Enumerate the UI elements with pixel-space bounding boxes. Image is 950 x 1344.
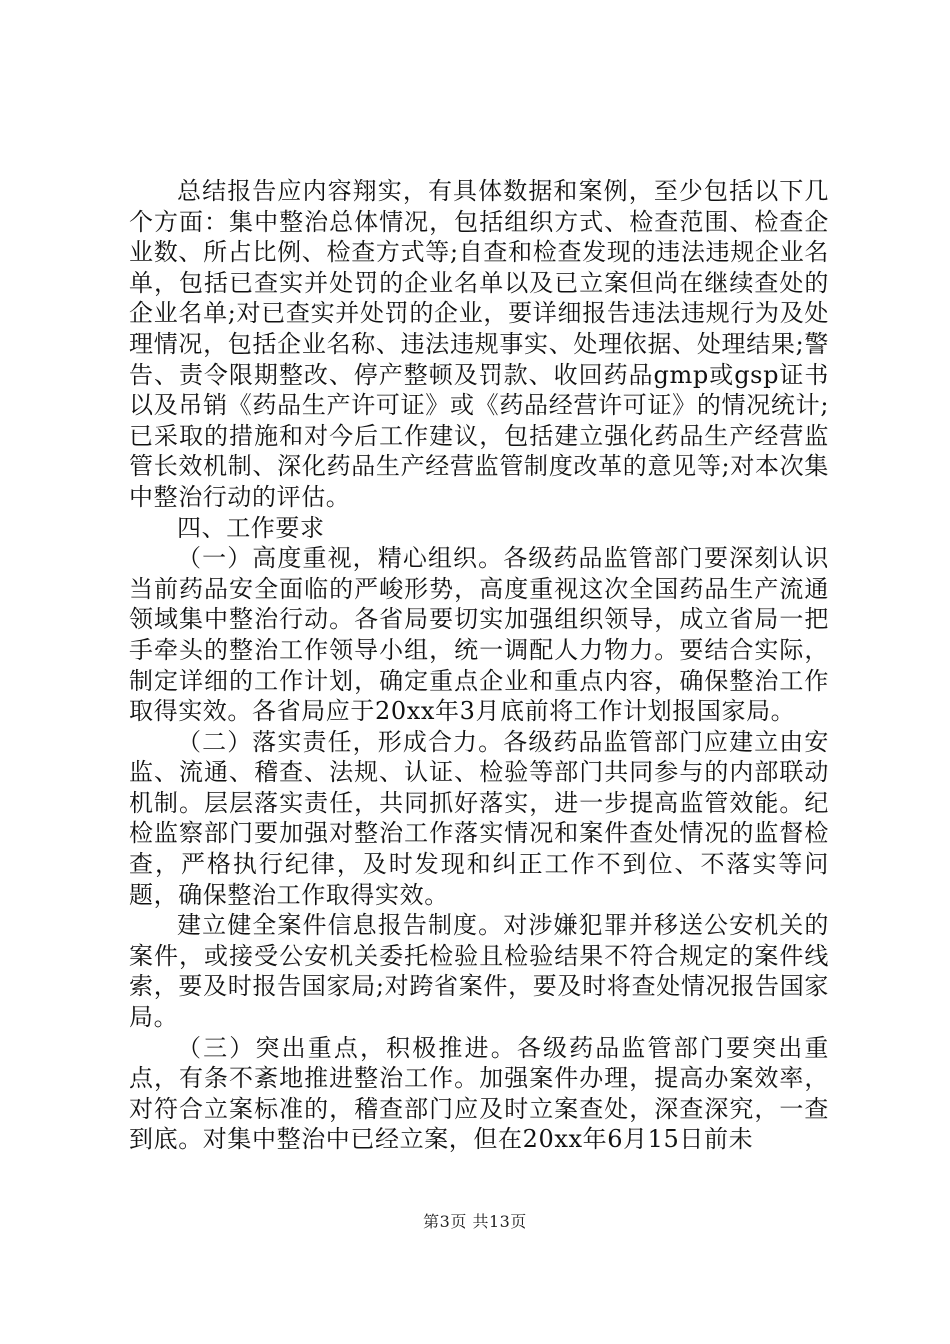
paragraph-item-three: （三）突出重点，积极推进。各级药品监管部门要突出重点，有条不紊地推进整治工作。加强案件办理，提高办案效率，对符合立案标准的，稽查部门应及时立案查处，深查深究，一查到底。对集中整治中已经立案，但在20xx年6月15日前未: [129, 1033, 829, 1154]
paragraph-case-reporting: 建立健全案件信息报告制度。对涉嫌犯罪并移送公安机关的案件，或接受公安机关委托检验且检验结果不符合规定的案件线索，要及时报告国家局;对跨省案件，要及时将查处情况报告国家局。: [129, 911, 829, 1032]
page-number-footer: 第3页 共13页: [423, 1212, 527, 1231]
paragraph-item-one: （一）高度重视，精心组织。各级药品监管部门要深刻认识当前药品安全面临的严峻形势，高度重视这次全国药品生产流通领域集中整治行动。各省局要切实加强组织领导，成立省局一把手牵头的整治工作领导小组，统一调配人力物力。要结合实际，制定详细的工作计划，确定重点企业和重点内容，确保整治工作取得实效。各省局应于20xx年3月底前将工作计划报国家局。: [129, 544, 829, 726]
paragraph-summary-report: 总结报告应内容翔实，有具体数据和案例，至少包括以下几个方面：集中整治总体情况，包括组织方式、检查范围、检查企业数、所占比例、检查方式等;自查和检查发现的违法违规企业名单，包括已查实并处罚的企业名单以及已立案但尚在继续查处的企业名单;对已查实并处罚的企业，要详细报告违法违规行为及处理情况，包括企业名称、违法违规事实、处理依据、处理结果;警告、责令限期整改、停产整顿及罚款、收回药品gmp或gsp证书以及吊销《药品生产许可证》或《药品经营许可证》的情况统计;已采取的措施和对今后工作建议，包括建立强化药品生产经营监管长效机制、深化药品生产经营监管制度改革的意见等;对本次集中整治行动的评估。: [129, 177, 829, 511]
document-body: [129, 176, 829, 1155]
paragraph-item-two: （二）落实责任，形成合力。各级药品监管部门应建立由安监、流通、稽查、法规、认证、检验等部门共同参与的内部联动机制。层层落实责任，共同抓好落实，进一步提高监管效能。纪检监察部门要加强对整治工作落实情况和案件查处情况的监督检查，严格执行纪律，及时发现和纠正工作不到位、不落实等问题，确保整治工作取得实效。: [129, 727, 829, 909]
section-heading-work-requirements: 四、工作要求: [177, 513, 325, 542]
